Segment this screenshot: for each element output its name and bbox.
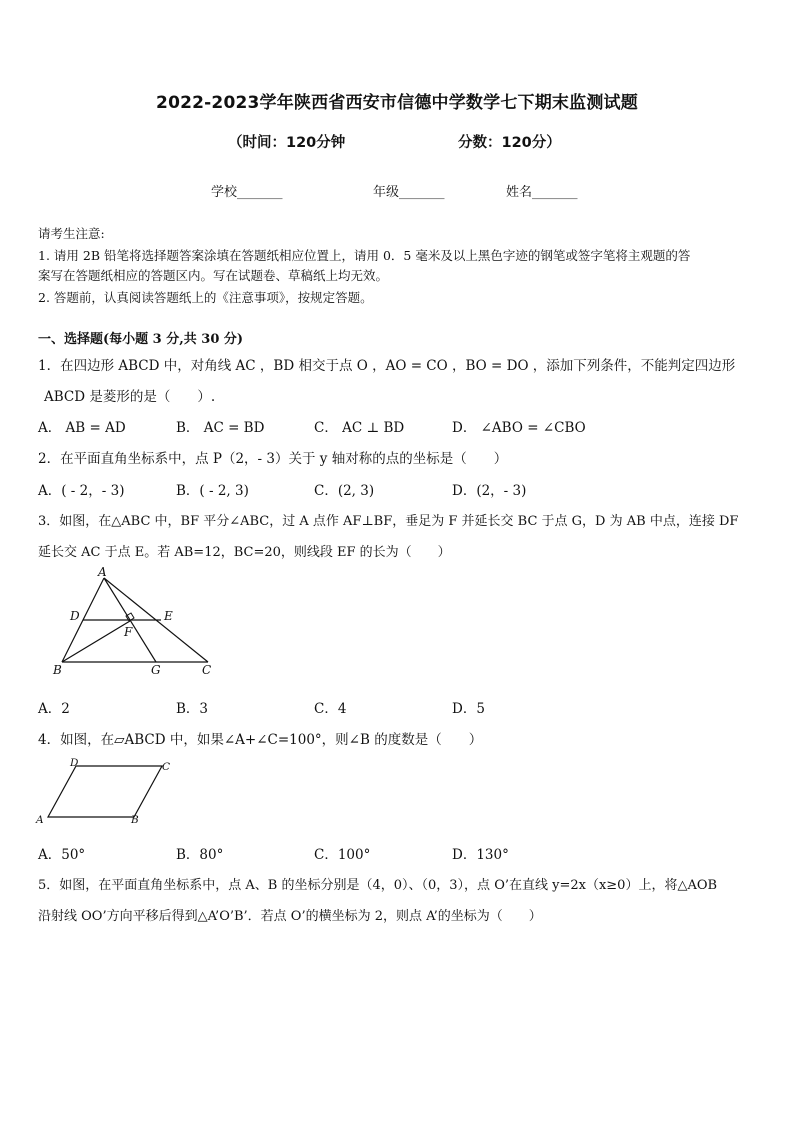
q1-option-c[interactable]: C． AC ⊥ BD <box>314 420 405 436</box>
label-a: A <box>36 814 44 826</box>
q1-option-d[interactable]: D． ∠ABO = ∠CBO <box>452 420 586 436</box>
label-c: C <box>162 761 171 773</box>
label-b: B <box>53 663 62 677</box>
exam-score: 分数：120分） <box>458 135 561 151</box>
q3-stem-line-2: 延长交 AC 于点 E。若 AB=12，BC=20，则线段 EF 的长为（ ） <box>38 545 451 560</box>
notice-heading: 请考生注意: <box>38 226 105 241</box>
q3-option-d[interactable]: D．5 <box>452 701 485 717</box>
q4-option-b[interactable]: B．80° <box>176 847 224 863</box>
q4-stem: 4．如图，在▱ABCD 中，如果∠A+∠C=100°，则∠B 的度数是（ ） <box>38 732 483 748</box>
q4-option-c[interactable]: C．100° <box>314 847 371 863</box>
q1-stem-line-2: ABCD 是菱形的是（ ）. <box>44 389 216 405</box>
exam-time: （时间：120分钟 <box>228 135 346 151</box>
page-title: 2022-2023学年陕西省西安市信德中学数学七下期末监测试题 <box>156 93 638 113</box>
label-d: D <box>70 609 80 623</box>
notice-line-1b: 案写在答题纸相应的答题区内。写在试题卷、草稿纸上均无效。 <box>38 268 389 283</box>
q1-option-b[interactable]: B． AC = BD <box>176 420 265 436</box>
q3-option-b[interactable]: B．3 <box>176 701 209 717</box>
q3-triangle-figure <box>48 566 228 678</box>
q2-option-c[interactable]: C．(2, 3) <box>314 483 375 499</box>
label-a: A <box>98 565 107 579</box>
label-f: F <box>124 625 133 639</box>
parallelogram-abcd <box>48 766 162 817</box>
q2-option-a[interactable]: A．( - 2，- 3) <box>38 483 125 499</box>
label-e: E <box>164 609 173 623</box>
q4-parallelogram-figure <box>36 757 186 829</box>
q4-option-a[interactable]: A．50° <box>38 847 86 863</box>
grade-field[interactable]: 年级_______ <box>373 185 445 200</box>
label-d: D <box>70 757 79 769</box>
q2-stem: 2．在平面直角坐标系中，点 P（2，- 3）关于 y 轴对称的点的坐标是（ ） <box>38 451 508 467</box>
section-heading: 一、选择题(每小题 3 分,共 30 分) <box>38 332 244 347</box>
label-c: C <box>202 663 212 677</box>
q3-option-a[interactable]: A．2 <box>38 701 70 717</box>
notice-line-1: 1. 请用 2B 铅笔将选择题答案涂填在答题纸相应位置上，请用 0．5 毫米及以上黑色字迹的钢笔或签字笔将主观题的答 <box>38 248 691 263</box>
q3-stem-line-1: 3．如图，在△ABC 中，BF 平分∠ABC，过 A 点作 AF⊥BF，垂足为 F 并延长交 BC 于点 G，D 为 AB 中点，连接 DF <box>38 514 739 529</box>
q3-option-c[interactable]: C．4 <box>314 701 347 717</box>
notice-line-2: 2. 答题前，认真阅读答题纸上的《注意事项》，按规定答题。 <box>38 290 373 305</box>
q5-stem-line-2: 沿射线 OO’方向平移后得到△A’O’B’．若点 O’的横坐标为 2，则点 A’的坐标为（ ） <box>38 909 542 924</box>
label-b: B <box>131 814 139 826</box>
q5-stem-line-1: 5．如图，在平面直角坐标系中，点 A、B 的坐标分别是（4，0）、（0，3），点 O’在直线 y=2x（x≥0）上，将△AOB <box>38 878 718 893</box>
name-field[interactable]: 姓名_______ <box>506 185 578 200</box>
label-g: G <box>151 663 161 677</box>
q2-option-d[interactable]: D．(2，- 3) <box>452 483 527 499</box>
q2-option-b[interactable]: B．( - 2, 3) <box>176 483 249 499</box>
school-field[interactable]: 学校_______ <box>211 185 283 200</box>
q4-option-d[interactable]: D．130° <box>452 847 509 863</box>
q1-stem-line-1: 1．在四边形 ABCD 中，对角线 AC ，BD 相交于点 O ，AO = CO ，BO = DO ，添加下列条件，不能判定四边形 <box>38 358 736 374</box>
q1-option-a[interactable]: A． AB = AD <box>38 420 126 436</box>
